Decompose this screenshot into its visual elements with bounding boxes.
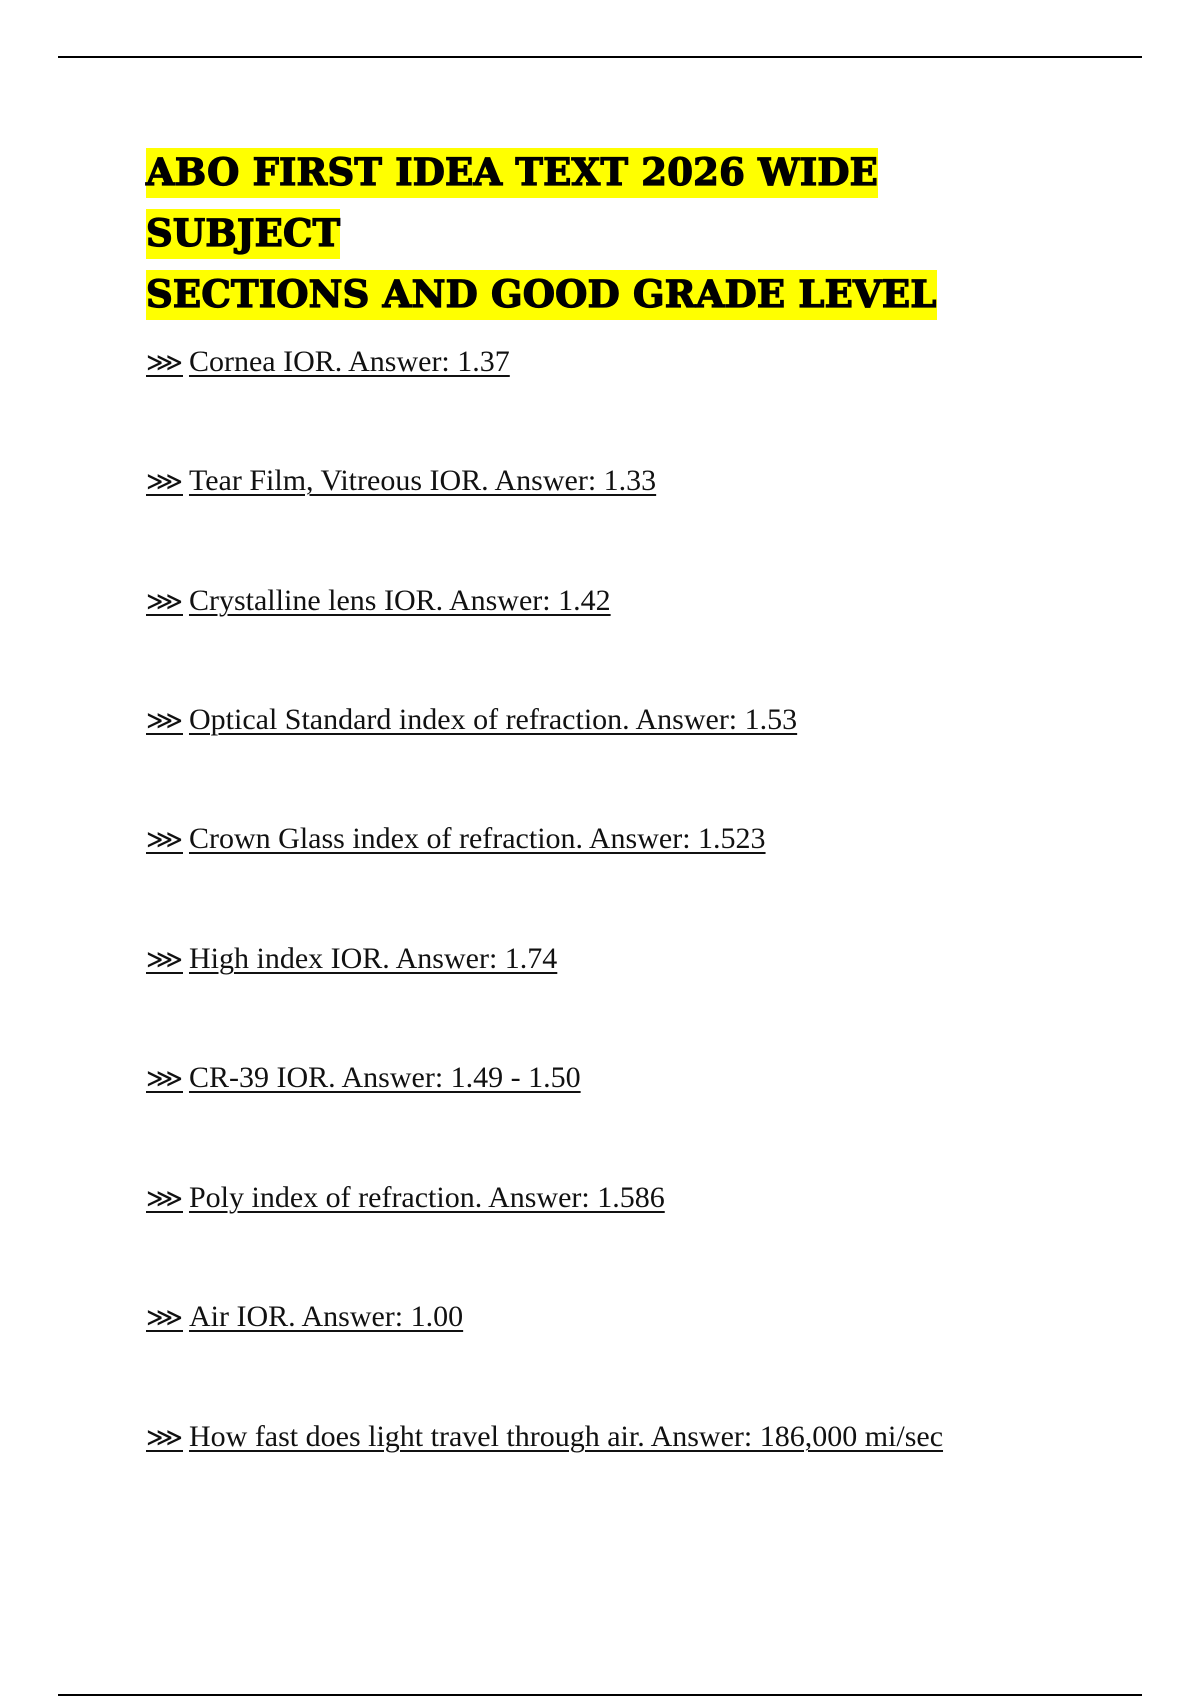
list-item [146,345,510,380]
qa-text: Cornea IOR. Answer: 1.37 [188,345,510,378]
qa-text: Air IOR. Answer: 1.00 [188,1300,464,1333]
bullet-arrow-icon: ⋙ [146,706,183,736]
bullet-arrow-icon: ⋙ [146,1423,183,1453]
document-title-line-2: SECTIONS AND GOOD GRADE LEVEL [146,270,937,320]
list-item [146,464,656,499]
qa-text: Crystalline lens IOR. Answer: 1.42 [188,584,611,617]
list-item [146,822,766,857]
list-item [146,1300,463,1335]
document-title [146,142,1066,325]
footer-rule [58,1694,1142,1696]
bullet-arrow-icon: ⋙ [146,945,183,975]
bullet-arrow-icon: ⋙ [146,1303,183,1333]
qa-text: Crown Glass index of refraction. Answer: 1.523 [188,822,766,855]
document-title-line-1: ABO FIRST IDEA TEXT 2026 WIDE SUBJECT [146,148,878,259]
header-rule [58,56,1142,58]
list-item [146,703,797,738]
qa-text: Tear Film, Vitreous IOR. Answer: 1.33 [188,464,657,497]
qa-text: How fast does light travel through air. Answer: 186,000 mi/sec [188,1420,944,1453]
list-item [146,1061,581,1096]
list-item [146,1181,665,1216]
bullet-arrow-icon: ⋙ [146,587,183,617]
qa-text: CR-39 IOR. Answer: 1.49 - 1.50 [188,1061,581,1094]
bullet-arrow-icon: ⋙ [146,1064,183,1094]
list-item [146,584,611,619]
qa-text: High index IOR. Answer: 1.74 [188,942,558,975]
bullet-arrow-icon: ⋙ [146,825,183,855]
list-item [146,1420,943,1455]
list-item [146,942,557,977]
qa-text: Optical Standard index of refraction. Answer: 1.53 [188,703,798,736]
bullet-arrow-icon: ⋙ [146,1184,183,1214]
bullet-arrow-icon: ⋙ [146,467,183,497]
qa-text: Poly index of refraction. Answer: 1.586 [188,1181,665,1214]
bullet-arrow-icon: ⋙ [146,348,183,378]
